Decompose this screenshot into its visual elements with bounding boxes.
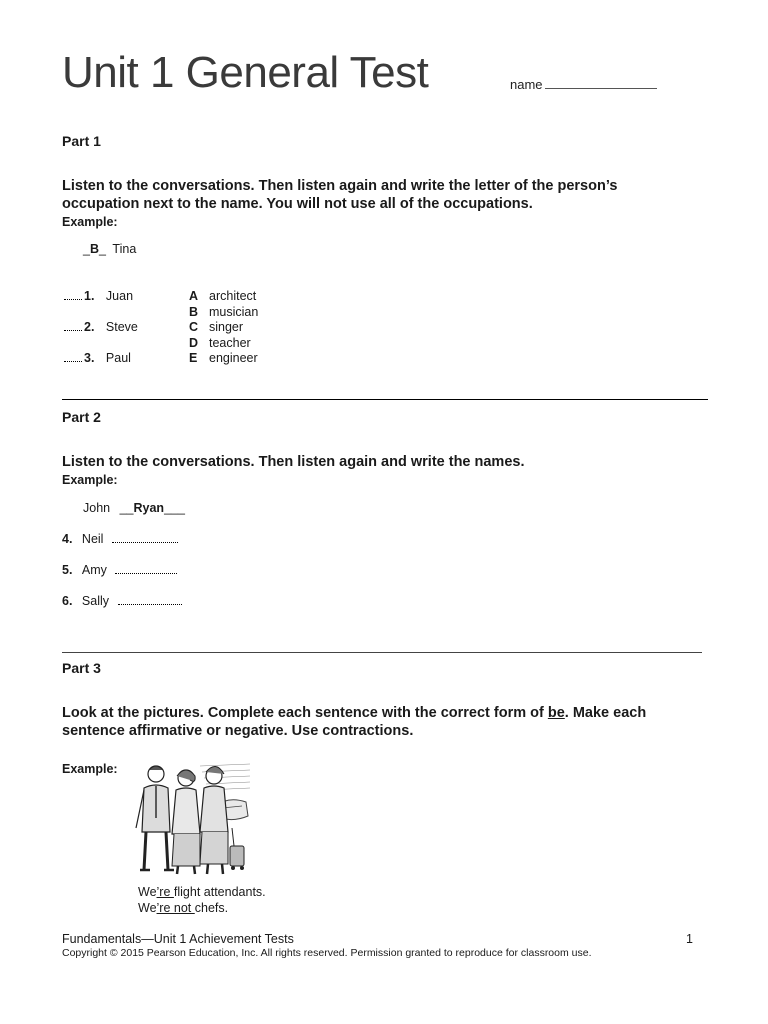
part1-item: [64, 289, 133, 303]
part2-example-label: Example:: [62, 473, 118, 487]
item-name: Juan: [105, 289, 134, 303]
item-name: Neil: [81, 532, 104, 546]
name-field: [510, 76, 657, 92]
occupation-letter: E: [189, 351, 198, 365]
example-blank-right: _: [98, 242, 106, 256]
answer-blank[interactable]: [112, 532, 178, 543]
example-blank-left: __: [119, 501, 134, 515]
occupation-label: engineer: [209, 351, 258, 365]
answer-blank[interactable]: [64, 320, 82, 331]
answer-blank[interactable]: [115, 563, 177, 574]
part3-heading: Part 3: [62, 660, 101, 676]
part2-example-answer: Ryan: [133, 501, 165, 515]
sentence-text: chefs.: [194, 901, 229, 915]
answer-blank[interactable]: [64, 351, 82, 362]
occupation-item: [189, 289, 258, 305]
item-name: Paul: [105, 351, 131, 365]
occupation-item: [189, 320, 258, 336]
part3-example-sentence-2: [138, 901, 228, 915]
example-blank-right: ___: [164, 501, 185, 515]
part1-example: [83, 242, 136, 256]
occupation-label: singer: [209, 320, 244, 334]
occupation-label: musician: [209, 304, 259, 319]
footer-copyright: Copyright © 2015 Pearson Education, Inc. All rights reserved. Permission granted to reproduce for classroom use.: [62, 947, 592, 959]
sentence-answer: ’re: [156, 885, 174, 899]
occupation-letter: A: [189, 289, 199, 303]
instruction-text: . Make each: [564, 705, 647, 721]
item-number: 3.: [84, 351, 95, 365]
occupation-label: teacher: [209, 335, 251, 350]
part1-example-label: Example:: [62, 215, 118, 229]
answer-blank[interactable]: [64, 289, 82, 300]
flight-attendants-image: [130, 758, 252, 876]
page-number: 1: [686, 932, 693, 946]
occupation-letter: B: [189, 304, 199, 319]
sentence-answer: ’re not: [156, 901, 195, 915]
part2-item: [62, 594, 182, 608]
part2-item: [62, 563, 177, 577]
answer-blank[interactable]: [118, 594, 182, 605]
sentence-text: We: [138, 901, 157, 915]
page-title: Unit 1 General Test: [62, 48, 429, 97]
item-name: Steve: [105, 320, 138, 334]
part2-item: [62, 532, 178, 546]
instruction-verb: be: [547, 705, 565, 721]
name-blank-line: [545, 76, 657, 89]
name-label: name: [510, 77, 543, 92]
occupation-item: [189, 351, 258, 367]
part1-instruction: [62, 177, 702, 213]
occupation-letter: D: [189, 335, 199, 350]
sentence-text: We: [138, 885, 157, 899]
part1-instruction-line2: occupation next to the name. You will not use all of the occupations.: [62, 196, 533, 212]
part1-item: [64, 320, 138, 334]
part2-heading: Part 2: [62, 409, 101, 425]
footer-title: Fundamentals—Unit 1 Achievement Tests: [62, 932, 294, 946]
part2-example: [83, 501, 185, 515]
part2-instruction: Listen to the conversations. Then listen again and write the names.: [62, 454, 525, 470]
part3-example-sentence-1: [138, 885, 266, 899]
part2-example-name: John: [83, 501, 111, 515]
part3-instruction-line1: [62, 704, 702, 722]
example-blank-left: _: [83, 242, 90, 256]
item-number: 4.: [62, 532, 73, 546]
section-divider: [62, 399, 708, 400]
part3-instruction: [62, 704, 702, 740]
item-name: Amy: [81, 563, 107, 577]
item-name: Sally: [81, 594, 110, 608]
item-number: 5.: [62, 563, 73, 577]
sentence-text: flight attendants.: [173, 885, 266, 899]
instruction-text: Look at the pictures. Complete each sentence with the correct form of: [62, 705, 548, 721]
part1-instruction-line1: Listen to the conversations. Then listen again and write the letter of the person’s: [62, 178, 618, 194]
occupation-item: [189, 305, 258, 321]
part1-example-answer: B: [89, 242, 99, 256]
part1-item: [64, 351, 131, 365]
occupation-list: [189, 289, 258, 367]
flight-attendants-illustration: [130, 758, 252, 876]
item-number: 1.: [84, 289, 95, 303]
occupation-label: architect: [209, 289, 257, 303]
item-number: 6.: [62, 594, 73, 608]
part3-instruction-line2: sentence affirmative or negative. Use contractions.: [62, 723, 414, 739]
occupation-letter: C: [189, 320, 199, 334]
part1-example-name: Tina: [112, 242, 137, 256]
item-number: 2.: [84, 320, 95, 334]
part3-example-label: Example:: [62, 762, 118, 776]
occupation-item: [189, 336, 258, 352]
part1-heading: Part 1: [62, 133, 101, 149]
section-divider: [62, 652, 702, 653]
